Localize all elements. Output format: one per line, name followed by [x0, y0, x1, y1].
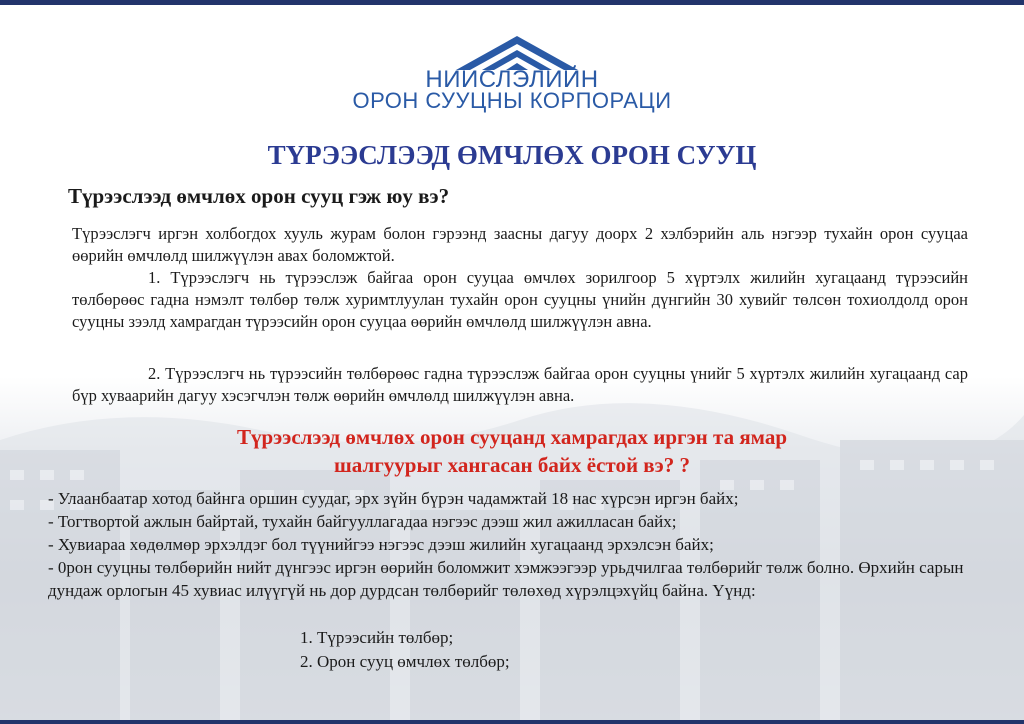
brand-name-line1: НИЙСЛЭЛИЙН [425, 66, 599, 93]
requirement-item: - 0рон сууцны төлбөрийн нийт дүнгээс иргэн өөрийн боломжит хэмжээгээр урьдчилгаа төлбөрийг төлж болно. Өрхийн сарын дундаж орлогын 45 хувиас илүүгүй нь дор дурдсан төлбөрийг төлөхөд хүрэлцэхүйц байна. Үүнд: [48, 558, 964, 600]
requirement-item: - Хувиараа хөдөлмөр эрхэлдэг бол түүнийгээ нэгээс дээш жилийн хугацаанд эрхэлсэн байх; [48, 535, 714, 554]
payment-item: 1. Түрээсийн төлбөр; [300, 628, 454, 647]
bottom-border [0, 720, 1024, 724]
eligibility-question-line2: шалгуурыг хангасан байх ёстой вэ? ? [334, 453, 690, 477]
brand-name-line2: ОРОН СУУЦНЫ КОРПОРАЦИ [352, 88, 672, 113]
requirement-item: - Тогтвортой ажлын байртай, тухайн байгууллагадаа нэгээс дээш жил ажилласан байх; [48, 512, 677, 531]
question-heading: Түрээслээд өмчлөх орон сууц гэж юу вэ? [68, 184, 450, 208]
eligibility-question-line1: Түрээслээд өмчлөх орон сууцанд хамрагдах иргэн та ямар [236, 425, 788, 449]
top-border [0, 0, 1024, 5]
requirement-item: - Улаанбаатар хотод байнга оршин суудаг, эрх зүйн бүрэн чадамжтай 18 нас хүрсэн иргэн байх; [48, 489, 739, 508]
page-title: ТҮРЭЭСЛЭЭД ӨМЧЛӨХ ОРОН СУУЦ [267, 140, 757, 170]
payment-item: 2. Орон сууц өмчлөх төлбөр; [300, 652, 510, 671]
intro-paragraph: Түрээслэгч иргэн холбогдох хууль журам болон гэрээнд заасны дагуу доорх 2 хэлбэрийн аль нэгээр тухайн орон сууцаа өөрийн өмчлөлд шилжүүлэн авах боломжтой. [72, 224, 968, 265]
option-2-paragraph: 2. Түрээслэгч нь түрээсийн төлбөрөөс гадна түрээслэж байгаа орон сууцны үнийг 5 хүртэлх жилийн хугацаанд сар бүр хуваарийн дагуу хэсэгчлэн төлж өөрийн өмчлөлд шилжүүлэн авна. [72, 364, 968, 405]
option-1-paragraph: 1. Түрээслэгч нь түрээслэж байгаа орон сууцаа өмчлөх зорилгоор 5 хүртэлх жилийн хугацаанд түрээсийн төлбөрөөс гадна нэмэлт төлбөр төлж хуримтлуулан тухайн орон сууцны үнийн дүнгийн 30 хувийг төлсөн тохиолдолд орон сууцны зээлд хамрагдан түрээсийн орон сууцаа өөрийн өмчлөлд шилжүүлэн авна. [72, 268, 968, 331]
